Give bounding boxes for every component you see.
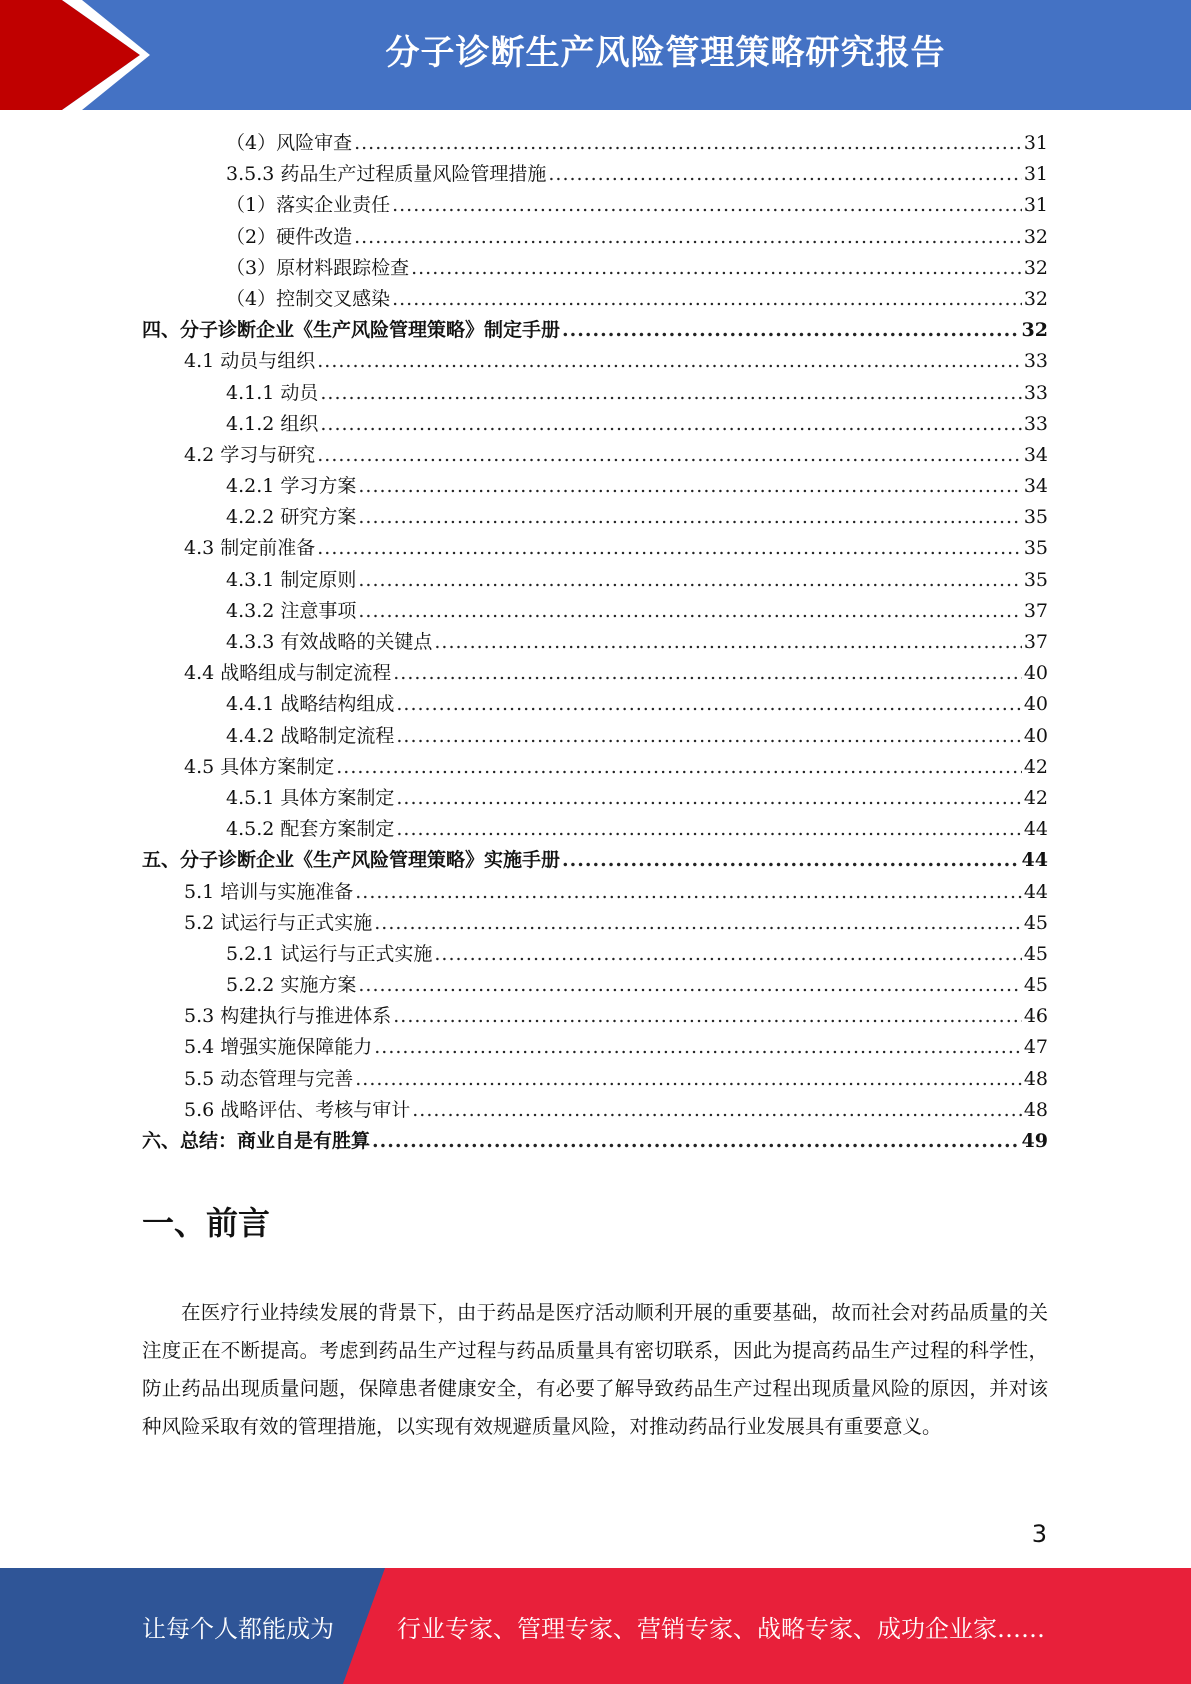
toc-leader-dots (411, 257, 1022, 279)
toc-entry[interactable] (142, 1064, 1048, 1095)
footer-slogan-left: 让每个人都能成为 (142, 1615, 334, 1643)
toc-entry[interactable] (142, 752, 1048, 783)
toc-leader-dots (354, 132, 1022, 154)
toc-entry-label: 5.3 构建执行与推进体系 (184, 1005, 392, 1028)
toc-leader-dots (434, 631, 1021, 653)
toc-leader-dots (393, 662, 1022, 684)
toc-entry[interactable] (142, 409, 1048, 440)
toc-leader-dots (355, 1068, 1022, 1090)
toc-chapter-entry[interactable] (142, 315, 1048, 346)
footer-slogan-right: 行业专家、管理专家、营销专家、战略专家、成功企业家…… (397, 1615, 1045, 1643)
toc-leader-dots (358, 974, 1021, 996)
toc-leader-dots (320, 382, 1021, 404)
toc-leader-dots (434, 943, 1021, 965)
toc-entry-label: （4）控制交叉感染 (226, 287, 391, 310)
toc-entry-page: 32 (1021, 319, 1048, 342)
toc-entry-page: 35 (1023, 537, 1048, 560)
toc-leader-dots (317, 537, 1022, 559)
toc-leader-dots (396, 725, 1021, 747)
toc-entry-label: 5.5 动态管理与完善 (184, 1067, 354, 1090)
toc-entry[interactable] (142, 627, 1048, 658)
toc-entry-page: 37 (1023, 599, 1048, 622)
toc-entry-page: 31 (1023, 132, 1048, 154)
toc-entry-page: 44 (1021, 849, 1048, 872)
table-of-contents (142, 128, 1048, 1157)
toc-entry-page: 32 (1023, 225, 1048, 248)
toc-entry-label: 四、分子诊断企业《生产风险管理策略》制定手册 (142, 319, 561, 342)
section-heading: 一、前言 (142, 1204, 271, 1242)
toc-entry-label: （2）硬件改造 (226, 225, 353, 248)
toc-entry-page: 40 (1023, 693, 1048, 716)
toc-entry[interactable] (142, 471, 1048, 502)
toc-entry-label: 4.1.2 组织 (226, 412, 319, 435)
toc-entry-page: 48 (1023, 1098, 1048, 1121)
toc-leader-dots (320, 413, 1021, 435)
toc-entry-page: 32 (1023, 287, 1048, 310)
toc-entry[interactable] (142, 1001, 1048, 1032)
toc-entry[interactable] (142, 159, 1048, 190)
toc-entry-page: 37 (1023, 631, 1048, 653)
toc-entry-page: 42 (1023, 755, 1048, 778)
toc-leader-dots (317, 350, 1022, 372)
toc-entry-label: 5.2 试运行与正式实施 (184, 911, 373, 934)
toc-leader-dots (548, 163, 1021, 185)
toc-entry-label: 六、总结：商业自是有胜算 (142, 1130, 371, 1152)
page-footer (0, 1568, 1191, 1684)
toc-entry-label: 5.6 战略评估、考核与审计 (184, 1098, 411, 1121)
toc-chapter-entry[interactable] (142, 1126, 1048, 1157)
toc-entry-page: 34 (1023, 475, 1048, 498)
toc-entry-label: 5.2.1 试运行与正式实施 (226, 942, 433, 965)
toc-entry-label: 4.4.2 战略制定流程 (226, 724, 395, 747)
toc-entry[interactable] (142, 190, 1048, 221)
toc-entry-page: 34 (1023, 443, 1048, 466)
toc-entry-page: 35 (1023, 506, 1048, 529)
toc-leader-dots (396, 693, 1021, 715)
toc-entry-label: 4.3.1 制定原则 (226, 568, 357, 591)
toc-entry-page: 44 (1023, 880, 1048, 903)
toc-entry-page: 48 (1023, 1067, 1048, 1090)
toc-entry[interactable] (142, 565, 1048, 596)
toc-entry[interactable] (142, 222, 1048, 253)
toc-entry-page: 45 (1023, 942, 1048, 965)
toc-entry[interactable] (142, 284, 1048, 315)
toc-leader-dots (336, 756, 1022, 778)
toc-entry[interactable] (142, 533, 1048, 564)
toc-entry-page: 47 (1023, 1036, 1048, 1059)
toc-entry-page: 31 (1023, 194, 1048, 217)
toc-entry-label: 4.2.1 学习方案 (226, 475, 357, 498)
toc-entry-page: 45 (1023, 911, 1048, 934)
toc-entry-label: 4.3.2 注意事项 (226, 599, 357, 622)
toc-entry-label: 4.1 动员与组织 (184, 350, 316, 373)
toc-leader-dots (396, 818, 1021, 840)
toc-entry[interactable] (142, 128, 1048, 159)
page-number: 3 (1031, 1520, 1047, 1548)
toc-entry-page: 35 (1023, 568, 1048, 591)
toc-entry-label: 5.4 增强实施保障能力 (184, 1036, 373, 1059)
toc-leader-dots (412, 1099, 1022, 1121)
toc-leader-dots (392, 194, 1022, 216)
toc-entry-page: 33 (1023, 381, 1048, 404)
toc-leader-dots (562, 319, 1020, 341)
toc-entry[interactable] (142, 908, 1048, 939)
toc-leader-dots (374, 1036, 1022, 1058)
toc-entry[interactable] (142, 253, 1048, 284)
toc-entry-label: 5.2.2 实施方案 (226, 974, 357, 997)
toc-entry-label: （4）风险审查 (226, 132, 353, 154)
toc-entry-label: 4.3 制定前准备 (184, 537, 316, 560)
toc-entry[interactable] (142, 1095, 1048, 1126)
toc-entry-page: 45 (1023, 974, 1048, 997)
toc-entry-label: 五、分子诊断企业《生产风险管理策略》实施手册 (142, 849, 561, 872)
toc-entry-page: 40 (1023, 724, 1048, 747)
toc-leader-dots (317, 444, 1022, 466)
toc-entry-label: 3.5.3 药品生产过程质量风险管理措施 (226, 163, 547, 186)
toc-entry-label: 4.4 战略组成与制定流程 (184, 662, 392, 685)
toc-entry[interactable] (142, 939, 1048, 970)
toc-entry[interactable] (142, 440, 1048, 471)
toc-leader-dots (393, 1005, 1022, 1027)
toc-entry-label: 4.2 学习与研究 (184, 443, 316, 466)
toc-leader-dots (372, 1130, 1020, 1152)
toc-entry-page: 49 (1021, 1130, 1048, 1152)
toc-entry[interactable] (142, 658, 1048, 689)
toc-entry[interactable] (142, 877, 1048, 908)
toc-entry[interactable] (142, 970, 1048, 1001)
toc-leader-dots (358, 569, 1021, 591)
toc-entry[interactable] (142, 689, 1048, 720)
toc-leader-dots (562, 849, 1020, 871)
toc-leader-dots (358, 600, 1021, 622)
toc-entry-label: （1）落实企业责任 (226, 194, 391, 217)
toc-entry[interactable] (142, 346, 1048, 377)
toc-entry-label: （3）原材料跟踪检查 (226, 256, 410, 279)
toc-leader-dots (392, 288, 1022, 310)
toc-entry-page: 46 (1023, 1005, 1048, 1028)
page-header (0, 0, 1191, 110)
toc-leader-dots (355, 881, 1022, 903)
toc-leader-dots (358, 506, 1021, 528)
toc-entry-page: 44 (1023, 818, 1048, 841)
toc-entry-label: 4.5.1 具体方案制定 (226, 786, 395, 809)
toc-entry-label: 4.2.2 研究方案 (226, 506, 357, 529)
toc-entry[interactable] (142, 502, 1048, 533)
toc-entry-label: 4.1.1 动员 (226, 381, 319, 404)
toc-entry-label: 4.3.3 有效战略的关键点 (226, 631, 433, 653)
toc-entry[interactable] (142, 814, 1048, 845)
toc-entry-label: 4.4.1 战略结构组成 (226, 693, 395, 716)
toc-entry[interactable] (142, 1032, 1048, 1063)
toc-entry[interactable] (142, 783, 1048, 814)
toc-entry[interactable] (142, 721, 1048, 752)
toc-entry-page: 33 (1023, 412, 1048, 435)
toc-entry[interactable] (142, 378, 1048, 409)
toc-entry-label: 5.1 培训与实施准备 (184, 880, 354, 903)
toc-leader-dots (358, 475, 1021, 497)
body-paragraph: 在医疗行业持续发展的背景下，由于药品是医疗活动顺利开展的重要基础，故而社会对药品质量的关注度正在不断提高。考虑到药品生产过程与药品质量具有密切联系，因此为提高药品生产过程的科学性，防止药品出现质量问题，保障患者健康安全，有必要了解导致药品生产过程出现质量风险的原因，并对该种风险采取有效的管理措施，以实现有效规避质量风险，对推动药品行业发展具有重要意义。 (142, 1301, 1048, 1438)
toc-entry-label: 4.5 具体方案制定 (184, 755, 335, 778)
toc-entry-page: 32 (1023, 256, 1048, 279)
toc-entry-label: 4.5.2 配套方案制定 (226, 818, 395, 841)
toc-entry-page: 40 (1023, 662, 1048, 685)
toc-leader-dots (354, 226, 1022, 248)
toc-leader-dots (374, 912, 1022, 934)
toc-entry[interactable] (142, 596, 1048, 627)
toc-entry-page: 31 (1023, 163, 1048, 186)
report-title: 分子诊断生产风险管理策略研究报告 (385, 33, 946, 73)
toc-chapter-entry[interactable] (142, 845, 1048, 876)
toc-entry-page: 33 (1023, 350, 1048, 373)
toc-entry-page: 42 (1023, 786, 1048, 809)
toc-leader-dots (396, 787, 1021, 809)
